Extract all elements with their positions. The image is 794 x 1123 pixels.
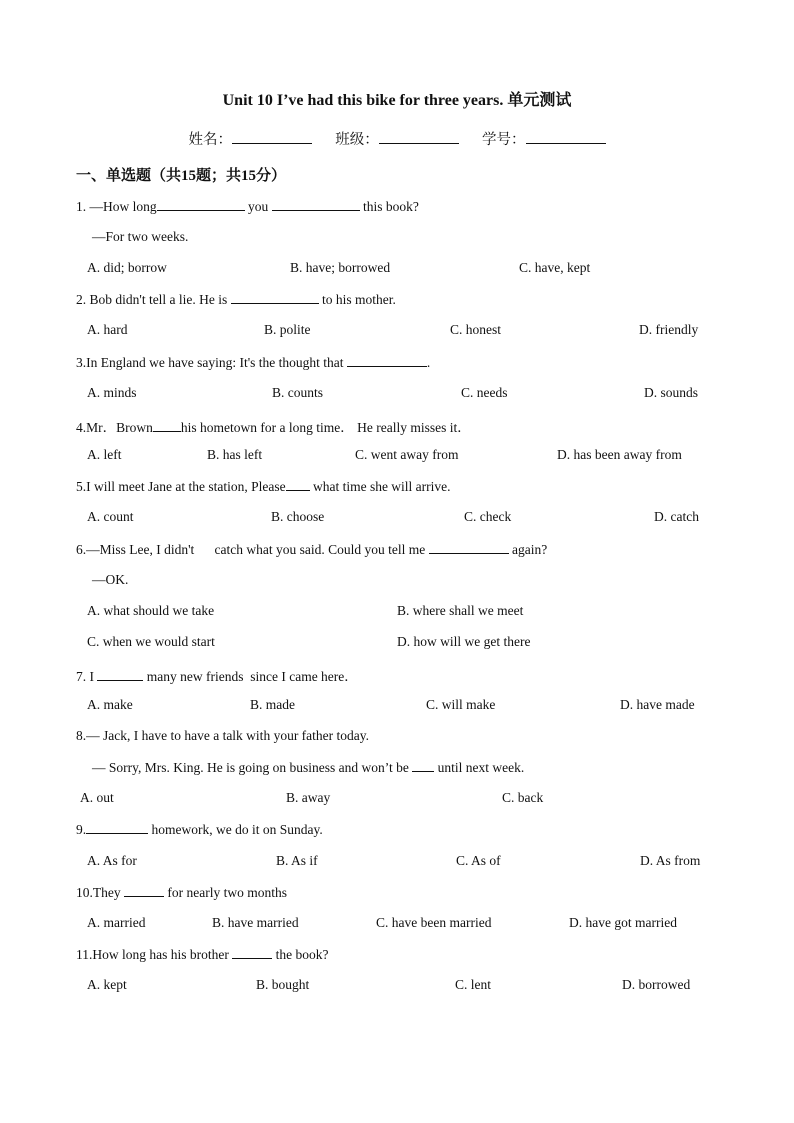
option-c[interactable]: C. honest	[450, 322, 502, 337]
question-1	[76, 198, 419, 215]
option-a[interactable]: A. kept	[87, 977, 127, 992]
page-title: Unit 10 I’ve had this bike for three years. 单元测试	[222, 92, 572, 109]
question-9-text-b: homework, we do it on Sunday.	[148, 822, 323, 837]
answer-blank[interactable]	[97, 668, 143, 681]
question-4	[76, 416, 471, 436]
question-4-text-b: his hometown for a long time． He really misses it．	[180, 420, 471, 435]
number-label: 学号：	[482, 132, 526, 148]
option-c[interactable]: C. when we would start	[87, 634, 215, 649]
option-b[interactable]: B. have; borrowed	[290, 260, 391, 275]
option-c[interactable]: C. went away from	[355, 447, 459, 462]
question-11	[76, 946, 328, 963]
student-info	[0, 128, 794, 149]
answer-blank[interactable]	[231, 291, 319, 304]
question-3-text-b: .	[426, 355, 431, 370]
class-field[interactable]	[379, 129, 459, 144]
option-a[interactable]: A. hard	[87, 322, 128, 337]
question-5-text-b: what time she will arrive.	[309, 479, 451, 494]
name-field[interactable]	[232, 129, 312, 144]
option-c[interactable]: C. have been married	[376, 915, 492, 930]
option-a[interactable]: A. As for	[87, 853, 137, 868]
question-4-text-a: 4.Mr．Brown	[76, 420, 153, 435]
answer-blank[interactable]	[347, 354, 427, 367]
question-8-text-b: until next week.	[434, 760, 525, 775]
option-d[interactable]: D. borrowed	[622, 977, 691, 992]
question-7	[76, 665, 358, 685]
answer-blank[interactable]	[272, 198, 360, 211]
question-10-text-a: 10.They	[76, 885, 124, 900]
question-6	[76, 541, 547, 558]
number-field[interactable]	[526, 129, 606, 144]
name-label: 姓名：	[188, 132, 232, 148]
question-8: 8.— Jack, I have to have a talk with your father today.	[76, 728, 370, 743]
question-5-text-a: 5.I will meet Jane at the station, Please	[76, 479, 286, 494]
answer-blank[interactable]	[124, 884, 164, 897]
question-1-text-a: 1. —How long	[76, 199, 157, 214]
question-2	[76, 291, 396, 308]
question-8-reply	[92, 759, 524, 776]
option-c[interactable]: C. will make	[426, 697, 496, 712]
question-9	[76, 821, 323, 838]
question-2-text-b: to his mother.	[318, 292, 396, 307]
option-c[interactable]: C. lent	[455, 977, 491, 992]
question-5	[76, 478, 451, 495]
option-b[interactable]: B. counts	[272, 385, 324, 400]
option-c[interactable]: C. needs	[461, 385, 508, 400]
option-c[interactable]: C. have, kept	[519, 260, 591, 275]
option-d[interactable]: D. friendly	[639, 322, 699, 337]
option-b[interactable]: B. polite	[264, 322, 311, 337]
question-1-reply: —For two weeks.	[92, 229, 189, 244]
option-c[interactable]: C. check	[464, 509, 512, 524]
answer-blank[interactable]	[286, 478, 310, 491]
question-11-text-b: the book?	[272, 947, 329, 962]
option-c[interactable]: C. As of	[456, 853, 501, 868]
option-a[interactable]: A. did; borrow	[87, 260, 167, 275]
answer-blank[interactable]	[157, 198, 245, 211]
option-b[interactable]: B. made	[250, 697, 295, 712]
question-11-text-a: 11.How long has his brother	[76, 947, 233, 962]
option-a[interactable]: A. married	[87, 915, 146, 930]
class-label: 班级：	[335, 132, 379, 148]
option-a[interactable]: A. make	[87, 697, 133, 712]
question-2-text-a: 2. Bob didn't tell a lie. He is	[76, 292, 231, 307]
option-b[interactable]: B. has left	[207, 447, 263, 462]
option-a[interactable]: A. minds	[87, 385, 137, 400]
answer-blank[interactable]	[153, 419, 181, 432]
option-a[interactable]: A. out	[80, 790, 114, 805]
option-d[interactable]: D. catch	[654, 509, 699, 524]
question-3-text-a: 3.In England we have saying: It's the thought that	[76, 355, 347, 370]
option-b[interactable]: B. away	[286, 790, 331, 805]
option-d[interactable]: D. have got married	[569, 915, 677, 930]
question-3	[76, 354, 430, 371]
question-8-text-a: — Sorry, Mrs. King. He is going on business and won’t be	[92, 760, 413, 775]
option-b[interactable]: B. As if	[276, 853, 318, 868]
option-d[interactable]: D. sounds	[644, 385, 699, 400]
option-d[interactable]: D. has been away from	[557, 447, 682, 462]
option-b[interactable]: B. have married	[212, 915, 299, 930]
question-6-reply: —OK.	[92, 572, 129, 587]
question-6-text-a: 6.—Miss Lee, I didn't catch what you said. Could you tell me	[76, 542, 429, 557]
question-9-text-a: 9.	[76, 822, 87, 837]
option-b[interactable]: B. where shall we meet	[397, 603, 524, 618]
answer-blank[interactable]	[86, 821, 148, 834]
option-d[interactable]: D. As from	[640, 853, 701, 868]
option-a[interactable]: A. what should we take	[87, 603, 215, 618]
question-1-text-b: you	[244, 199, 272, 214]
option-d[interactable]: D. how will we get there	[397, 634, 531, 649]
option-a[interactable]: A. count	[87, 509, 134, 524]
option-b[interactable]: B. bought	[256, 977, 310, 992]
option-a[interactable]: A. left	[87, 447, 122, 462]
question-7-text-b: many new friends since I came here．	[143, 669, 358, 684]
answer-blank[interactable]	[232, 946, 272, 959]
option-b[interactable]: B. choose	[271, 509, 325, 524]
section-heading: 一、单选题（共15题；共15分）	[76, 168, 287, 184]
question-7-text-a: 7. I	[76, 669, 98, 684]
answer-blank[interactable]	[429, 541, 509, 554]
answer-blank[interactable]	[412, 759, 434, 772]
question-10-text-b: for nearly two months	[164, 885, 287, 900]
question-10	[76, 884, 287, 901]
question-1-text-c: this book?	[359, 199, 419, 214]
option-c[interactable]: C. back	[502, 790, 544, 805]
question-6-text-b: again?	[508, 542, 548, 557]
option-d[interactable]: D. have made	[620, 697, 695, 712]
